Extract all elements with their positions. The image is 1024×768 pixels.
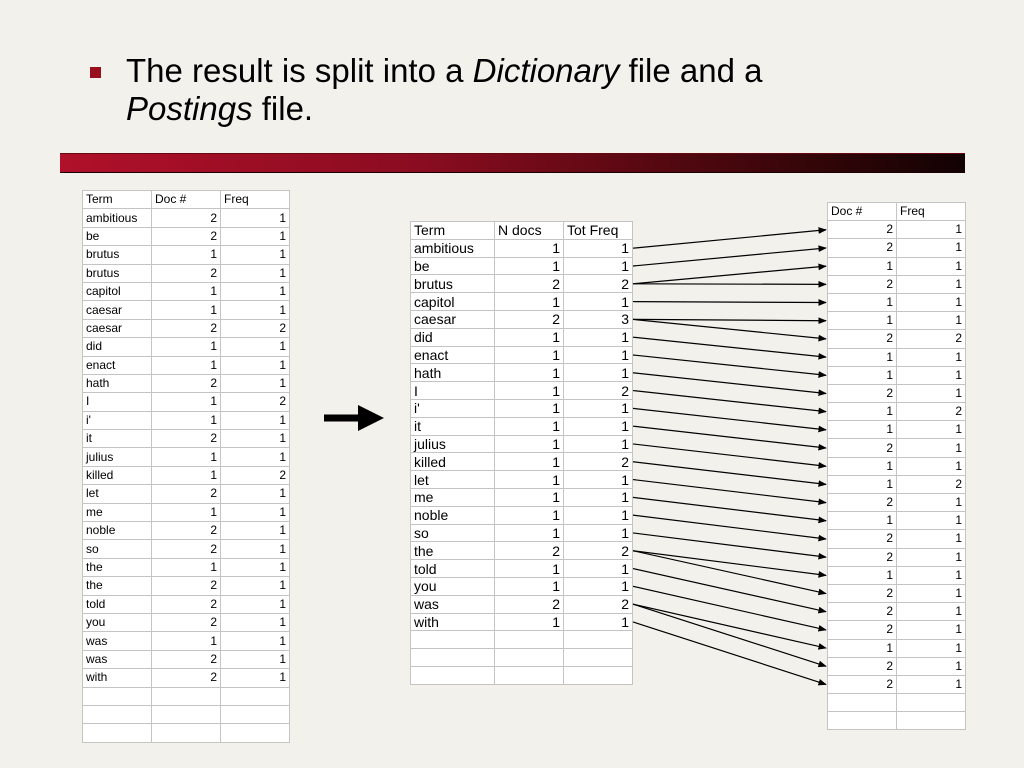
table-cell: 1 bbox=[221, 503, 290, 521]
table-cell: 1 bbox=[221, 613, 290, 631]
table-cell: 2 bbox=[897, 330, 966, 348]
column-header: Term bbox=[411, 222, 495, 240]
table-cell: 1 bbox=[221, 595, 290, 613]
table-cell: enact bbox=[83, 356, 152, 374]
table-cell: 1 bbox=[564, 471, 633, 489]
table-cell: 2 bbox=[897, 403, 966, 421]
heading-italic-postings: Postings bbox=[126, 90, 253, 127]
heading-italic-dictionary: Dictionary bbox=[472, 52, 620, 89]
table-cell: 1 bbox=[897, 275, 966, 293]
table-cell: 1 bbox=[495, 399, 564, 417]
column-header: Tot Freq bbox=[564, 222, 633, 240]
table-cell: 1 bbox=[897, 366, 966, 384]
table-cell: so bbox=[411, 524, 495, 542]
table-cell: capitol bbox=[411, 293, 495, 311]
table-cell: me bbox=[83, 503, 152, 521]
table-cell: 1 bbox=[564, 417, 633, 435]
table-cell: 2 bbox=[152, 264, 221, 282]
table-cell: killed bbox=[411, 453, 495, 471]
posting-link-arrow bbox=[633, 391, 826, 412]
table-cell: 2 bbox=[897, 475, 966, 493]
table-cell: 1 bbox=[152, 466, 221, 484]
column-header: Doc # bbox=[828, 203, 897, 221]
table-cell: 1 bbox=[828, 366, 897, 384]
table-cell: was bbox=[83, 632, 152, 650]
table-cell: 1 bbox=[828, 639, 897, 657]
table-cell: 2 bbox=[828, 548, 897, 566]
table-cell: 1 bbox=[897, 293, 966, 311]
table-cell: 1 bbox=[152, 301, 221, 319]
table-cell: 1 bbox=[897, 257, 966, 275]
table-cell: 1 bbox=[897, 348, 966, 366]
column-header: N docs bbox=[495, 222, 564, 240]
table-cell: you bbox=[411, 577, 495, 595]
table-cell: 2 bbox=[152, 227, 221, 245]
table-cell: 2 bbox=[152, 577, 221, 595]
table-cell: 2 bbox=[828, 239, 897, 257]
table-cell: caesar bbox=[411, 310, 495, 328]
table-cell: 1 bbox=[564, 560, 633, 578]
table-cell: the bbox=[83, 577, 152, 595]
heading-part-2: file and a bbox=[619, 52, 763, 89]
posting-link-arrow bbox=[633, 462, 826, 485]
table-cell: 1 bbox=[897, 421, 966, 439]
table-cell: 2 bbox=[828, 439, 897, 457]
posting-link-arrow bbox=[633, 515, 826, 539]
table-cell: 1 bbox=[564, 488, 633, 506]
table-cell: 1 bbox=[564, 435, 633, 453]
table-cell: 2 bbox=[495, 310, 564, 328]
table-cell: 1 bbox=[564, 577, 633, 595]
table-cell: 2 bbox=[152, 669, 221, 687]
table-cell: did bbox=[83, 338, 152, 356]
table-cell: 2 bbox=[152, 613, 221, 631]
table-cell: 2 bbox=[564, 382, 633, 400]
table-cell: 1 bbox=[495, 560, 564, 578]
table-cell: 1 bbox=[495, 613, 564, 631]
table-cell: 2 bbox=[221, 319, 290, 337]
table-cell: 1 bbox=[221, 558, 290, 576]
table-cell: 1 bbox=[495, 524, 564, 542]
table-cell: 1 bbox=[221, 577, 290, 595]
table-cell: 1 bbox=[152, 282, 221, 300]
big-right-arrow-icon bbox=[324, 405, 384, 431]
heading-part-3: file. bbox=[252, 90, 314, 127]
column-header: Doc # bbox=[152, 191, 221, 209]
table-cell: 1 bbox=[221, 448, 290, 466]
table-cell: 2 bbox=[495, 275, 564, 293]
table-cell: told bbox=[83, 595, 152, 613]
posting-link-arrow bbox=[633, 248, 826, 266]
table-cell: 1 bbox=[152, 338, 221, 356]
posting-link-arrow bbox=[633, 355, 826, 375]
table-cell: 2 bbox=[564, 595, 633, 613]
table-cell: be bbox=[411, 257, 495, 275]
table-cell: 1 bbox=[495, 293, 564, 311]
table-cell: 1 bbox=[495, 257, 564, 275]
table-cell: 2 bbox=[828, 657, 897, 675]
table-cell: 2 bbox=[564, 275, 633, 293]
table-cell: 1 bbox=[564, 613, 633, 631]
table-cell: 1 bbox=[152, 411, 221, 429]
table-cell: 2 bbox=[828, 221, 897, 239]
table-cell: brutus bbox=[411, 275, 495, 293]
table-cell: 1 bbox=[564, 346, 633, 364]
table-cell: 1 bbox=[221, 430, 290, 448]
posting-link-arrow bbox=[633, 622, 826, 685]
table-cell: did bbox=[411, 328, 495, 346]
column-header: Term bbox=[83, 191, 152, 209]
table-cell: it bbox=[411, 417, 495, 435]
table-cell: 1 bbox=[564, 399, 633, 417]
table-cell: the bbox=[83, 558, 152, 576]
table-cell: 1 bbox=[564, 524, 633, 542]
table-cell: 1 bbox=[221, 632, 290, 650]
table-cell: 2 bbox=[221, 466, 290, 484]
table-cell: let bbox=[411, 471, 495, 489]
table-cell: killed bbox=[83, 466, 152, 484]
table-cell: 1 bbox=[897, 384, 966, 402]
table-cell: told bbox=[411, 560, 495, 578]
table-cell: 1 bbox=[221, 246, 290, 264]
table-cell: 1 bbox=[221, 374, 290, 392]
table-cell: enact bbox=[411, 346, 495, 364]
table-cell: 1 bbox=[897, 221, 966, 239]
posting-link-arrow bbox=[633, 586, 826, 630]
table-cell: ambitious bbox=[411, 239, 495, 257]
table-cell: capitol bbox=[83, 282, 152, 300]
table-cell: 1 bbox=[495, 328, 564, 346]
table-cell: 1 bbox=[897, 621, 966, 639]
table-cell: 2 bbox=[152, 430, 221, 448]
table-cell: 2 bbox=[828, 275, 897, 293]
table-cell: was bbox=[83, 650, 152, 668]
table-cell: 1 bbox=[495, 577, 564, 595]
table-cell: brutus bbox=[83, 264, 152, 282]
table-cell: 1 bbox=[564, 506, 633, 524]
table-cell: 2 bbox=[152, 209, 221, 227]
table-cell: 1 bbox=[897, 639, 966, 657]
table-cell: 1 bbox=[495, 382, 564, 400]
table-cell: 1 bbox=[221, 356, 290, 374]
table-cell: 2 bbox=[828, 494, 897, 512]
table-cell: 1 bbox=[828, 312, 897, 330]
table-cell: 2 bbox=[828, 675, 897, 693]
table-cell: 2 bbox=[152, 595, 221, 613]
table-cell: 2 bbox=[828, 621, 897, 639]
table-cell: 1 bbox=[828, 566, 897, 584]
table-cell: I bbox=[83, 393, 152, 411]
table-cell: 1 bbox=[221, 485, 290, 503]
posting-link-arrow bbox=[633, 480, 826, 503]
table-cell: julius bbox=[83, 448, 152, 466]
table-cell: noble bbox=[411, 506, 495, 524]
table-cell: 1 bbox=[221, 338, 290, 356]
table-cell: I bbox=[411, 382, 495, 400]
table-cell: 1 bbox=[495, 417, 564, 435]
posting-link-arrow bbox=[633, 569, 826, 612]
table-cell: 1 bbox=[828, 348, 897, 366]
table-cell: 1 bbox=[564, 364, 633, 382]
table-cell: 1 bbox=[897, 675, 966, 693]
table-cell: 1 bbox=[828, 457, 897, 475]
table-cell: with bbox=[411, 613, 495, 631]
table-cell: 1 bbox=[828, 293, 897, 311]
table-cell: 1 bbox=[495, 471, 564, 489]
table-cell: 1 bbox=[897, 566, 966, 584]
table-cell: 1 bbox=[152, 393, 221, 411]
table-cell: hath bbox=[83, 374, 152, 392]
table-cell: 1 bbox=[495, 346, 564, 364]
table-cell: 1 bbox=[495, 453, 564, 471]
posting-link-arrow bbox=[633, 230, 826, 248]
table-cell: 2 bbox=[828, 330, 897, 348]
table-cell: 1 bbox=[897, 239, 966, 257]
table-cell: hath bbox=[411, 364, 495, 382]
posting-link-arrow bbox=[633, 533, 826, 557]
table-cell: 1 bbox=[897, 494, 966, 512]
table-cell: 2 bbox=[828, 384, 897, 402]
table-cell: 1 bbox=[221, 411, 290, 429]
table-cell: 2 bbox=[828, 584, 897, 602]
table-cell: 1 bbox=[564, 257, 633, 275]
posting-link-arrow bbox=[633, 444, 826, 466]
table-cell: 1 bbox=[221, 301, 290, 319]
table-cell: 1 bbox=[221, 669, 290, 687]
table-cell: 1 bbox=[221, 522, 290, 540]
table-cell: 2 bbox=[221, 393, 290, 411]
table-cell: 2 bbox=[495, 542, 564, 560]
table-cell: 2 bbox=[564, 453, 633, 471]
posting-link-arrow bbox=[633, 604, 826, 666]
table-cell: 1 bbox=[221, 282, 290, 300]
table-cell: 2 bbox=[828, 530, 897, 548]
table-cell: 1 bbox=[897, 530, 966, 548]
table-cell: 1 bbox=[221, 540, 290, 558]
table-cell: 2 bbox=[152, 485, 221, 503]
table-cell: 1 bbox=[564, 328, 633, 346]
posting-link-arrow bbox=[633, 604, 826, 648]
table-cell: let bbox=[83, 485, 152, 503]
table-cell: it bbox=[83, 430, 152, 448]
table-cell: 1 bbox=[897, 603, 966, 621]
posting-link-arrow bbox=[633, 337, 826, 357]
table-cell: brutus bbox=[83, 246, 152, 264]
table-cell: i' bbox=[83, 411, 152, 429]
posting-link-arrow bbox=[633, 497, 826, 520]
table-cell: ambitious bbox=[83, 209, 152, 227]
table-cell: 1 bbox=[152, 503, 221, 521]
table-cell: 1 bbox=[221, 650, 290, 668]
heading-part-1: The result is split into a bbox=[126, 52, 473, 89]
table-cell: was bbox=[411, 595, 495, 613]
table-cell: 1 bbox=[828, 403, 897, 421]
table-cell: 1 bbox=[221, 209, 290, 227]
table-cell: 1 bbox=[897, 657, 966, 675]
column-header: Freq bbox=[221, 191, 290, 209]
table-cell: 1 bbox=[152, 558, 221, 576]
table-cell: 2 bbox=[828, 603, 897, 621]
table-cell: 1 bbox=[564, 239, 633, 257]
table-cell: you bbox=[83, 613, 152, 631]
table-cell: 1 bbox=[828, 421, 897, 439]
table-cell: 1 bbox=[828, 512, 897, 530]
table-cell: 1 bbox=[152, 448, 221, 466]
table-cell: julius bbox=[411, 435, 495, 453]
posting-link-arrow bbox=[633, 302, 826, 303]
table-cell: 1 bbox=[897, 584, 966, 602]
table-cell: 1 bbox=[221, 227, 290, 245]
posting-link-arrow bbox=[633, 373, 826, 394]
table-cell: 1 bbox=[897, 548, 966, 566]
table-cell: 2 bbox=[564, 542, 633, 560]
table-cell: 1 bbox=[495, 506, 564, 524]
table-cell: 1 bbox=[495, 488, 564, 506]
table-cell: 1 bbox=[152, 356, 221, 374]
table-cell: 1 bbox=[152, 632, 221, 650]
table-cell: 1 bbox=[495, 364, 564, 382]
table-cell: 1 bbox=[564, 293, 633, 311]
posting-link-arrow bbox=[633, 426, 826, 448]
table-cell: 1 bbox=[221, 264, 290, 282]
table-cell: 1 bbox=[897, 439, 966, 457]
table-cell: be bbox=[83, 227, 152, 245]
table-cell: 2 bbox=[152, 522, 221, 540]
table-cell: 1 bbox=[495, 435, 564, 453]
table-cell: 1 bbox=[897, 457, 966, 475]
table-cell: 1 bbox=[495, 239, 564, 257]
posting-link-arrow bbox=[633, 408, 826, 429]
table-cell: with bbox=[83, 669, 152, 687]
table-cell: 2 bbox=[152, 374, 221, 392]
posting-link-arrow bbox=[633, 266, 826, 284]
table-cell: me bbox=[411, 488, 495, 506]
posting-links bbox=[633, 230, 826, 685]
table-cell: 2 bbox=[152, 540, 221, 558]
table-cell: 2 bbox=[495, 595, 564, 613]
table-cell: 1 bbox=[828, 475, 897, 493]
table-cell: 2 bbox=[152, 319, 221, 337]
table-cell: 3 bbox=[564, 310, 633, 328]
table-cell: 2 bbox=[152, 650, 221, 668]
table-cell: 1 bbox=[828, 257, 897, 275]
table-cell: i' bbox=[411, 399, 495, 417]
posting-link-arrow bbox=[633, 319, 826, 320]
table-cell: caesar bbox=[83, 319, 152, 337]
table-cell: so bbox=[83, 540, 152, 558]
table-cell: 1 bbox=[152, 246, 221, 264]
posting-link-arrow bbox=[633, 319, 826, 339]
column-header: Freq bbox=[897, 203, 966, 221]
table-cell: 1 bbox=[897, 512, 966, 530]
table-cell: 1 bbox=[897, 312, 966, 330]
table-cell: the bbox=[411, 542, 495, 560]
table-cell: noble bbox=[83, 522, 152, 540]
posting-link-arrow bbox=[633, 284, 826, 285]
table-cell: caesar bbox=[83, 301, 152, 319]
